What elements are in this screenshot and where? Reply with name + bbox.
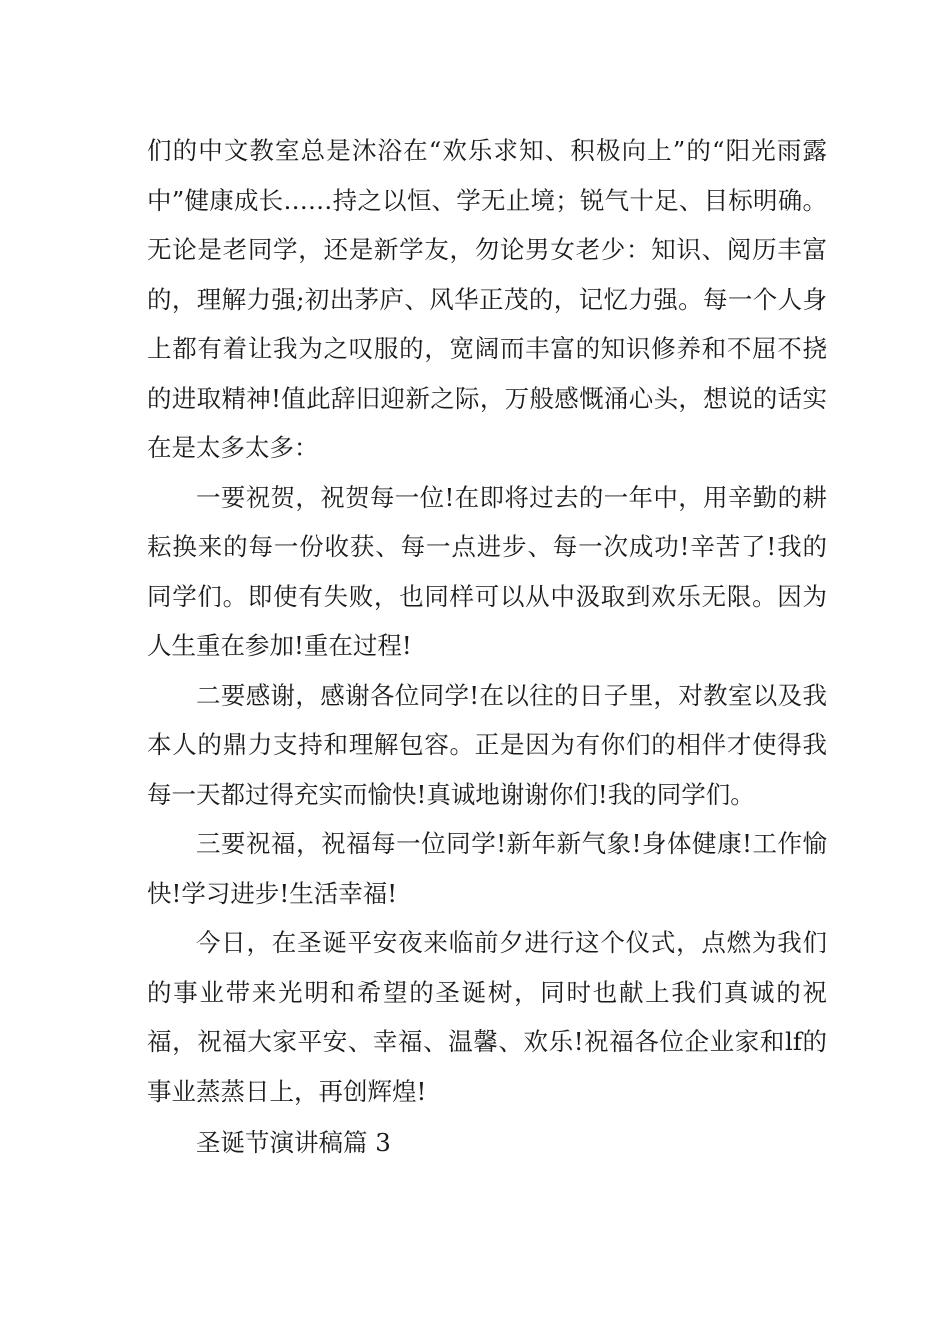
paragraph-continuation: 们的中文教室总是沐浴在“欢乐求知、积极向上”的“阳光雨露中”健康成长……持之以恒、学无止境；锐气十足、目标明确。无论是老同学，还是新学友，勿论男女老少：知识、阅历丰富的，理解力强;初出茅庐、风华正茂的，记忆力强。每一个人身上都有着让我为之叹服的，宽阔而丰富的知识修养和不屈不挠的进取精神!值此辞旧迎新之际，万般感慨涌心头，想说的话实在是太多太多：	[147, 136, 827, 462]
paragraph-congratulate: 一要祝贺，祝贺每一位!在即将过去的一年中，用辛勤的耕耘换来的每一份收获、每一点进步、每一次成功!辛苦了!我的同学们。即使有失败，也同样可以从中汲取到欢乐无限。因为人生重在参加!重在过程!	[147, 482, 827, 660]
paragraph-blessing: 三要祝福，祝福每一位同学!新年新气象!身体健康!工作愉快!学习进步!生活幸福!	[147, 829, 827, 908]
paragraph-christmas-eve: 今日，在圣诞平安夜来临前夕进行这个仪式，点燃为我们的事业带来光明和希望的圣诞树，同时也献上我们真诚的祝福，祝福大家平安、幸福、温馨、欢乐!祝福各位企业家和lf的事业蒸蒸日上，再创辉煌!	[147, 928, 827, 1106]
section-heading: 圣诞节演讲稿篇 3	[196, 1128, 391, 1157]
document-body	[147, 126, 827, 1168]
paragraph-thanks: 二要感谢，感谢各位同学!在以往的日子里，对教室以及我本人的鼎力支持和理解包容。正是因为有你们的相伴才使得我每一天都过得充实而愉快!真诚地谢谢你们!我的同学们。	[147, 680, 827, 809]
